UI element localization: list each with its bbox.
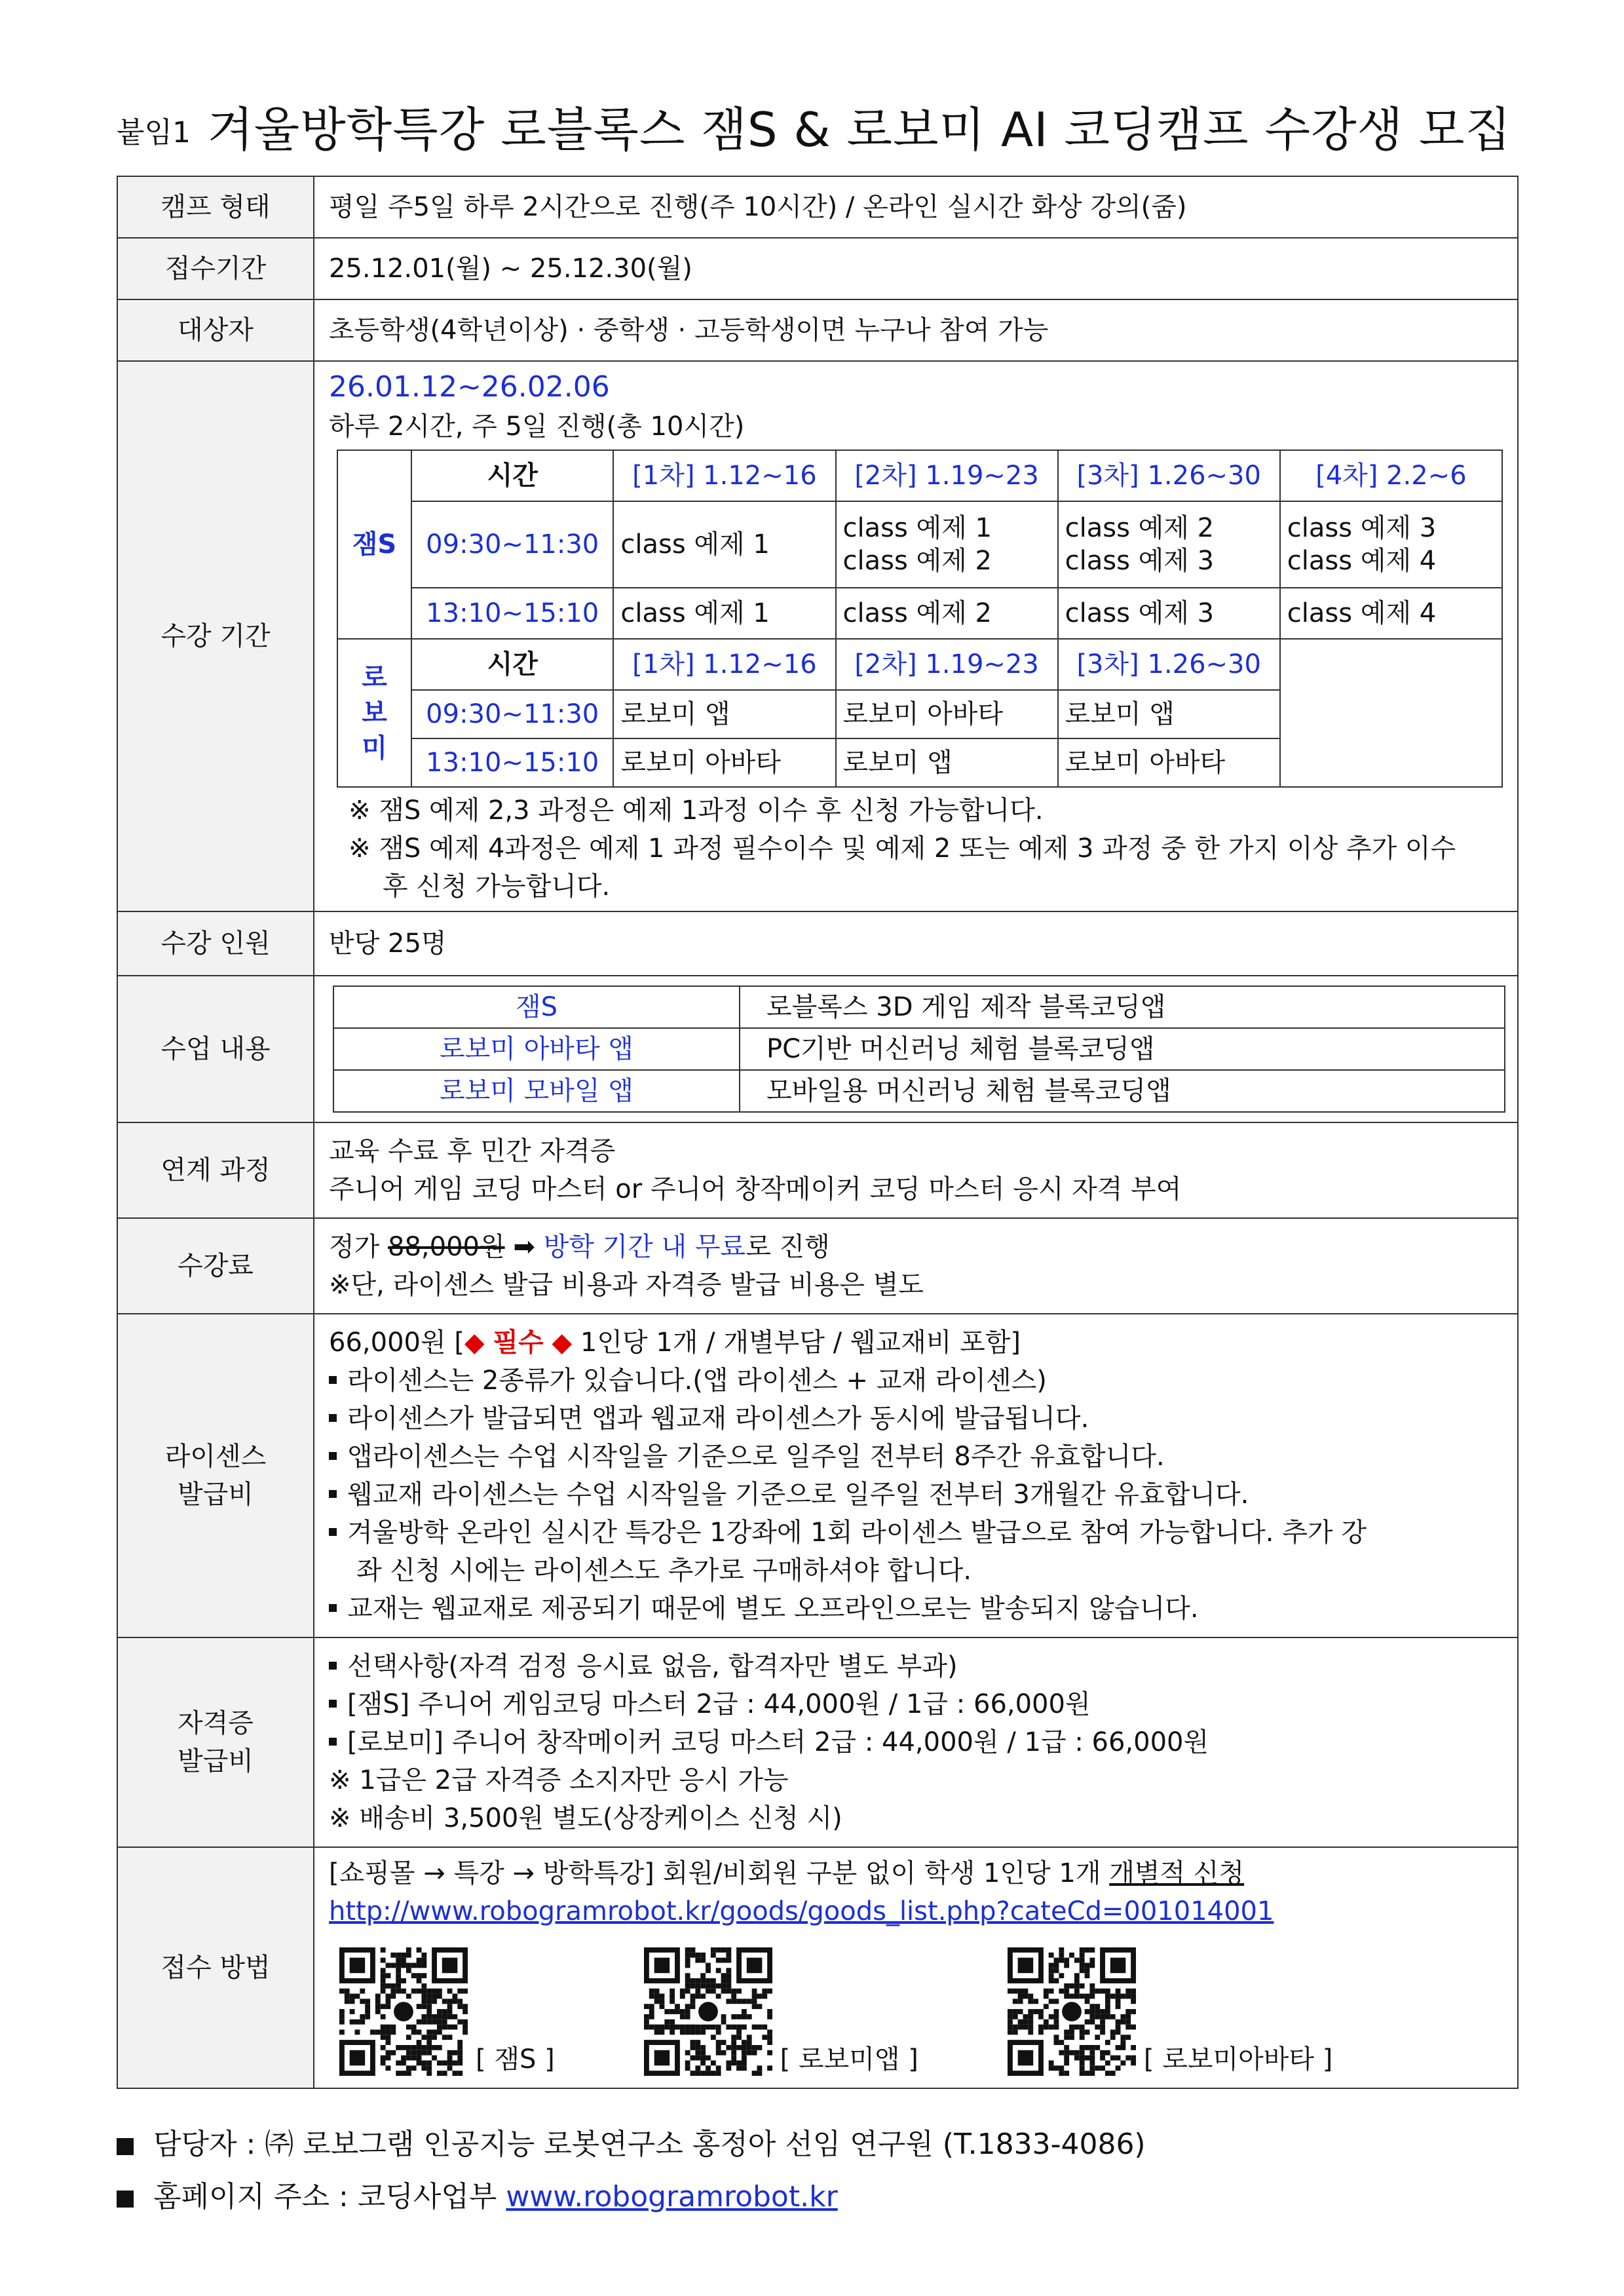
homepage-line: 홈페이지 주소 : 코딩사업부 www.robogramrobot.kr <box>117 2173 838 2215</box>
schedule-header: [1차] 1.12~16 <box>613 639 835 690</box>
bullet-icon <box>117 2138 134 2155</box>
row-course-period <box>117 361 1518 911</box>
course-note: ※ 잼S 예제 4과정은 예제 1 과정 필수이수 및 예제 2 또는 예제 3 과정 중 한 가지 이상 추가 이수 후 신청 가능합니다. <box>349 833 1456 902</box>
linked-line: 교육 수료 후 민간 자격증 <box>329 1136 616 1166</box>
schedule-cell: 로보미 앱 <box>613 690 835 738</box>
row-label: 수업 내용 <box>117 976 314 1122</box>
row-label: 수강 인원 <box>117 911 314 976</box>
schedule-cell: class 예제 1 <box>613 501 835 588</box>
schedule-cell: class 예제 3 class 예제 4 <box>1280 501 1502 588</box>
schedule-header: [3차] 1.26~30 <box>1058 639 1280 690</box>
row-camp-type <box>117 176 1518 238</box>
arrow-icon: ➡ <box>513 1232 535 1262</box>
list-item: 교재는 웹교재로 제공되기 때문에 별도 오프라인으로는 발송되지 않습니다. <box>329 1590 1503 1628</box>
schedule-header: [1차] 1.12~16 <box>613 450 835 501</box>
schedule-header: [4차] 2.2~6 <box>1280 450 1502 501</box>
schedule-cell: class 예제 1 class 예제 2 <box>836 501 1058 588</box>
cert-note: ※ 배송비 3,500원 별도(상장케이스 신청 시) <box>329 1803 842 1833</box>
schedule-header: 시간 <box>411 639 613 690</box>
qr-code-icon[interactable] <box>1008 1947 1136 2076</box>
diamond-icon: ◆ <box>552 1328 573 1358</box>
regular-price: 88,000원 <box>388 1232 505 1262</box>
schedule-time: 09:30~11:30 <box>411 690 613 738</box>
content-desc: 모바일용 머신러닝 체험 블록코딩앱 <box>740 1070 1505 1112</box>
list-item: 라이센스가 발급되면 앱과 웹교재 라이센스가 동시에 발급됩니다. <box>329 1400 1503 1438</box>
homepage-link[interactable]: www.robogramrobot.kr <box>506 2180 838 2213</box>
schedule-header: [2차] 1.19~23 <box>836 450 1058 501</box>
schedule-cell: class 예제 4 <box>1280 588 1502 639</box>
diamond-icon: ◆ <box>464 1328 485 1358</box>
row-value: 반당 25명 <box>314 911 1518 976</box>
bullet-icon <box>329 1414 337 1422</box>
schedule-header: [3차] 1.26~30 <box>1058 450 1280 501</box>
row-cert <box>117 1637 1518 1847</box>
schedule-time: 13:10~15:10 <box>411 738 613 787</box>
bullet-icon <box>329 1376 337 1384</box>
row-label: 캠프 형태 <box>117 176 314 238</box>
row-label: 접수기간 <box>117 238 314 299</box>
schedule-cell: 로보미 아바타 <box>836 690 1058 738</box>
bullet-icon <box>329 1452 337 1460</box>
schedule-cell: 로보미 앱 <box>1058 690 1280 738</box>
course-desc: 하루 2시간, 주 5일 진행(총 10시간) <box>329 411 745 442</box>
schedule-cell: 로보미 아바타 <box>613 738 835 787</box>
bullet-icon <box>329 1738 337 1746</box>
bullet-icon <box>329 1490 337 1498</box>
shop-link[interactable]: http://www.robogramrobot.kr/goods/goods_list.php?cateCd=001014001 <box>329 1896 1274 1926</box>
schedule-cell: class 예제 2 class 예제 3 <box>1058 501 1280 588</box>
schedule-time: 13:10~15:10 <box>411 588 613 639</box>
row-value: 25.12.01(월) ~ 25.12.30(월) <box>314 238 1518 299</box>
page-title: 겨울방학특강 로블록스 잼S & 로보미 AI 코딩캠프 수강생 모집 <box>208 102 1512 157</box>
apply-line: [쇼핑몰 → 특강 → 방학특강] 회원/비회원 구분 없이 학생 1인당 1개 개별적 신청 <box>329 1858 1245 1888</box>
content-name: 로보미 모바일 앱 <box>333 1070 740 1112</box>
fee-line: 정가 88,000원 ➡ 방학 기간 내 무료로 진행 <box>329 1232 830 1262</box>
course-dates: 26.01.12~26.02.06 <box>329 370 610 404</box>
info-table <box>117 176 1519 2089</box>
list-item: 겨울방학 온라인 실시간 특강은 1강좌에 1회 라이센스 발급으로 참여 가능합니다. 추가 강좌 신청 시에는 라이센스도 추가로 구매하셔야 합니다. <box>329 1514 1372 1590</box>
schedule-header: [2차] 1.19~23 <box>836 639 1058 690</box>
qr-label: [ 로보미앱 ] <box>780 2044 918 2075</box>
row-label: 대상자 <box>117 299 314 361</box>
row-apply <box>117 1847 1518 2088</box>
row-content <box>117 976 1518 1122</box>
required-badge: 필수 <box>493 1328 544 1358</box>
list-item: 라이센스는 2종류가 있습니다.(앱 라이센스 + 교재 라이센스) <box>329 1362 1503 1400</box>
row-label: 접수 방법 <box>117 1847 314 2088</box>
row-reg-period <box>117 238 1518 299</box>
contact-line: 담당자 : ㈜ 로보그램 인공지능 로봇연구소 홍정아 선임 연구원 (T.1833-4086) <box>117 2120 1146 2162</box>
row-fee <box>117 1218 1518 1314</box>
list-item: [로보미] 주니어 창작메이커 코딩 마스터 2급 : 44,000원 / 1급 : 66,000원 <box>329 1723 1503 1761</box>
row-label: 라이센스 발급비 <box>117 1314 314 1637</box>
linked-line: 주니어 게임 코딩 마스터 or 주니어 창작메이커 코딩 마스터 응시 자격 부여 <box>329 1174 1182 1204</box>
qr-code-icon[interactable] <box>644 1947 772 2076</box>
content-desc: PC기반 머신러닝 체험 블록코딩앱 <box>740 1028 1505 1070</box>
robomi-group-label: 로보미 <box>337 639 411 787</box>
cert-note: ※ 1급은 2급 자격증 소지자만 응시 가능 <box>329 1765 789 1795</box>
license-head: 66,000원 [◆ 필수 ◆ 1인당 1개 / 개별부담 / 웹교재비 포함] <box>329 1328 1021 1358</box>
list-item: [잼S] 주니어 게임코딩 마스터 2급 : 44,000원 / 1급 : 66,000원 <box>329 1685 1503 1723</box>
document-title <box>117 92 1519 164</box>
course-note: ※ 잼S 예제 2,3 과정은 예제 1과정 이수 후 신청 가능합니다. <box>349 795 1044 826</box>
schedule-empty-cell <box>1280 639 1502 787</box>
row-capacity <box>117 911 1518 976</box>
bullet-icon <box>329 1662 337 1670</box>
row-label: 자격증 발급비 <box>117 1637 314 1847</box>
row-value: 초등학생(4학년이상) · 중학생 · 고등학생이면 누구나 참여 가능 <box>314 299 1518 361</box>
bullet-icon <box>329 1700 337 1708</box>
jams-group-label: 잼S <box>337 450 411 639</box>
schedule-cell: 로보미 앱 <box>836 738 1058 787</box>
bullet-icon <box>329 1528 337 1536</box>
row-linked <box>117 1122 1518 1218</box>
schedule-time: 09:30~11:30 <box>411 501 613 588</box>
schedule-header: 시간 <box>411 450 613 501</box>
row-value: 평일 주5일 하루 2시간으로 진행(주 10시간) / 온라인 실시간 화상 강의(줌) <box>314 176 1518 238</box>
list-item: 앱라이센스는 수업 시작일을 기준으로 일주일 전부터 8주간 유효합니다. <box>329 1438 1503 1476</box>
content-desc: 로블록스 3D 게임 제작 블록코딩앱 <box>740 986 1505 1028</box>
row-label: 수강료 <box>117 1218 314 1314</box>
qr-code-icon[interactable] <box>339 1947 468 2076</box>
content-name: 잼S <box>333 986 740 1028</box>
content-name: 로보미 아바타 앱 <box>333 1028 740 1070</box>
schedule-cell: 로보미 아바타 <box>1058 738 1280 787</box>
content-table <box>333 985 1505 1113</box>
row-label: 연계 과정 <box>117 1122 314 1218</box>
schedule-cell: class 예제 1 <box>613 588 835 639</box>
list-item: 웹교재 라이센스는 수업 시작일을 기준으로 일주일 전부터 3개월간 유효합니다. <box>329 1476 1503 1514</box>
schedule-cell: class 예제 2 <box>836 588 1058 639</box>
row-license <box>117 1314 1518 1637</box>
qr-label: [ 로보미아바타 ] <box>1143 2044 1333 2075</box>
schedule-cell: class 예제 3 <box>1058 588 1280 639</box>
fee-note: ※단, 라이센스 발급 비용과 자격증 발급 비용은 별도 <box>329 1270 924 1300</box>
free-text: 방학 기간 내 무료 <box>543 1232 746 1262</box>
row-label: 수강 기간 <box>117 361 314 911</box>
attachment-label: 붙임1 <box>117 116 191 149</box>
bullet-icon <box>117 2191 134 2208</box>
row-target <box>117 299 1518 361</box>
qr-label: [ 잼S ] <box>476 2044 555 2075</box>
schedule-table <box>337 450 1503 788</box>
list-item: 선택사항(자격 검정 응시료 없음, 합격자만 별도 부과) <box>329 1647 1503 1685</box>
bullet-icon <box>329 1604 337 1612</box>
